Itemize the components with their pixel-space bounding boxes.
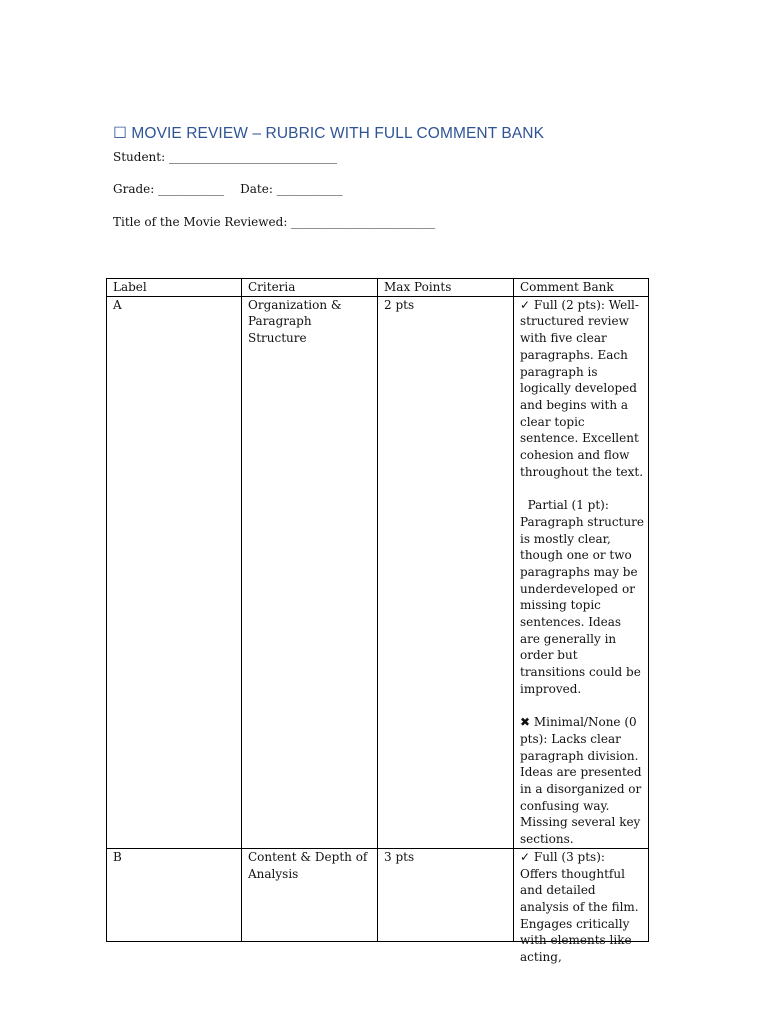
header-max-points: Max Points bbox=[378, 279, 514, 297]
header-label: Label bbox=[107, 279, 242, 297]
row-points: 3 pts bbox=[378, 848, 514, 941]
student-field: Student: ____________________________ bbox=[113, 150, 337, 164]
comment-minimal: ✖ Minimal/None (0 pts): Lacks clear paragraph division. Ideas are presented in a disorganized or confusing way. Missing several key sections. bbox=[520, 715, 642, 847]
header-comment-bank: Comment Bank bbox=[514, 279, 649, 297]
row-criteria: Content & Depth of Analysis bbox=[242, 848, 378, 941]
rubric-table bbox=[106, 278, 649, 965]
table-row bbox=[107, 296, 649, 848]
row-comment-bank bbox=[514, 848, 649, 965]
movie-title-field: Title of the Movie Reviewed: ________________________ bbox=[113, 215, 436, 229]
date-field: Date: ___________ bbox=[240, 182, 343, 196]
header-criteria: Criteria bbox=[242, 279, 378, 297]
grade-field: Grade: ___________ bbox=[113, 182, 225, 196]
comment-partial: Partial (1 pt): Paragraph structure is mostly clear, though one or two paragraphs may be underdeveloped or missing topic sentences. Ideas are generally in order but transitions could be improved. bbox=[520, 498, 644, 696]
row-points: 2 pts bbox=[378, 296, 514, 848]
comment-full: ✓ Full (3 pts): Offers thoughtful and detailed analysis of the film. Engages critically with elements like acting, bbox=[520, 849, 639, 965]
row-label: B bbox=[107, 848, 242, 941]
grade-date-line bbox=[113, 182, 343, 196]
table-header-row bbox=[107, 279, 649, 297]
row-label: A bbox=[107, 296, 242, 848]
row-comment-bank bbox=[514, 296, 649, 848]
document-title: ☐ MOVIE REVIEW – RUBRIC WITH FULL COMMENT BANK bbox=[113, 125, 545, 142]
comment-clip bbox=[520, 849, 644, 965]
comment-full: ✓ Full (2 pts): Well-structured review with five clear paragraphs. Each paragraph is logically developed and begins with a clear topic sentence. Excellent cohesion and flow throughout the text. bbox=[520, 297, 644, 479]
row-criteria: Organization & Paragraph Structure bbox=[242, 296, 378, 848]
table-row bbox=[107, 848, 649, 941]
